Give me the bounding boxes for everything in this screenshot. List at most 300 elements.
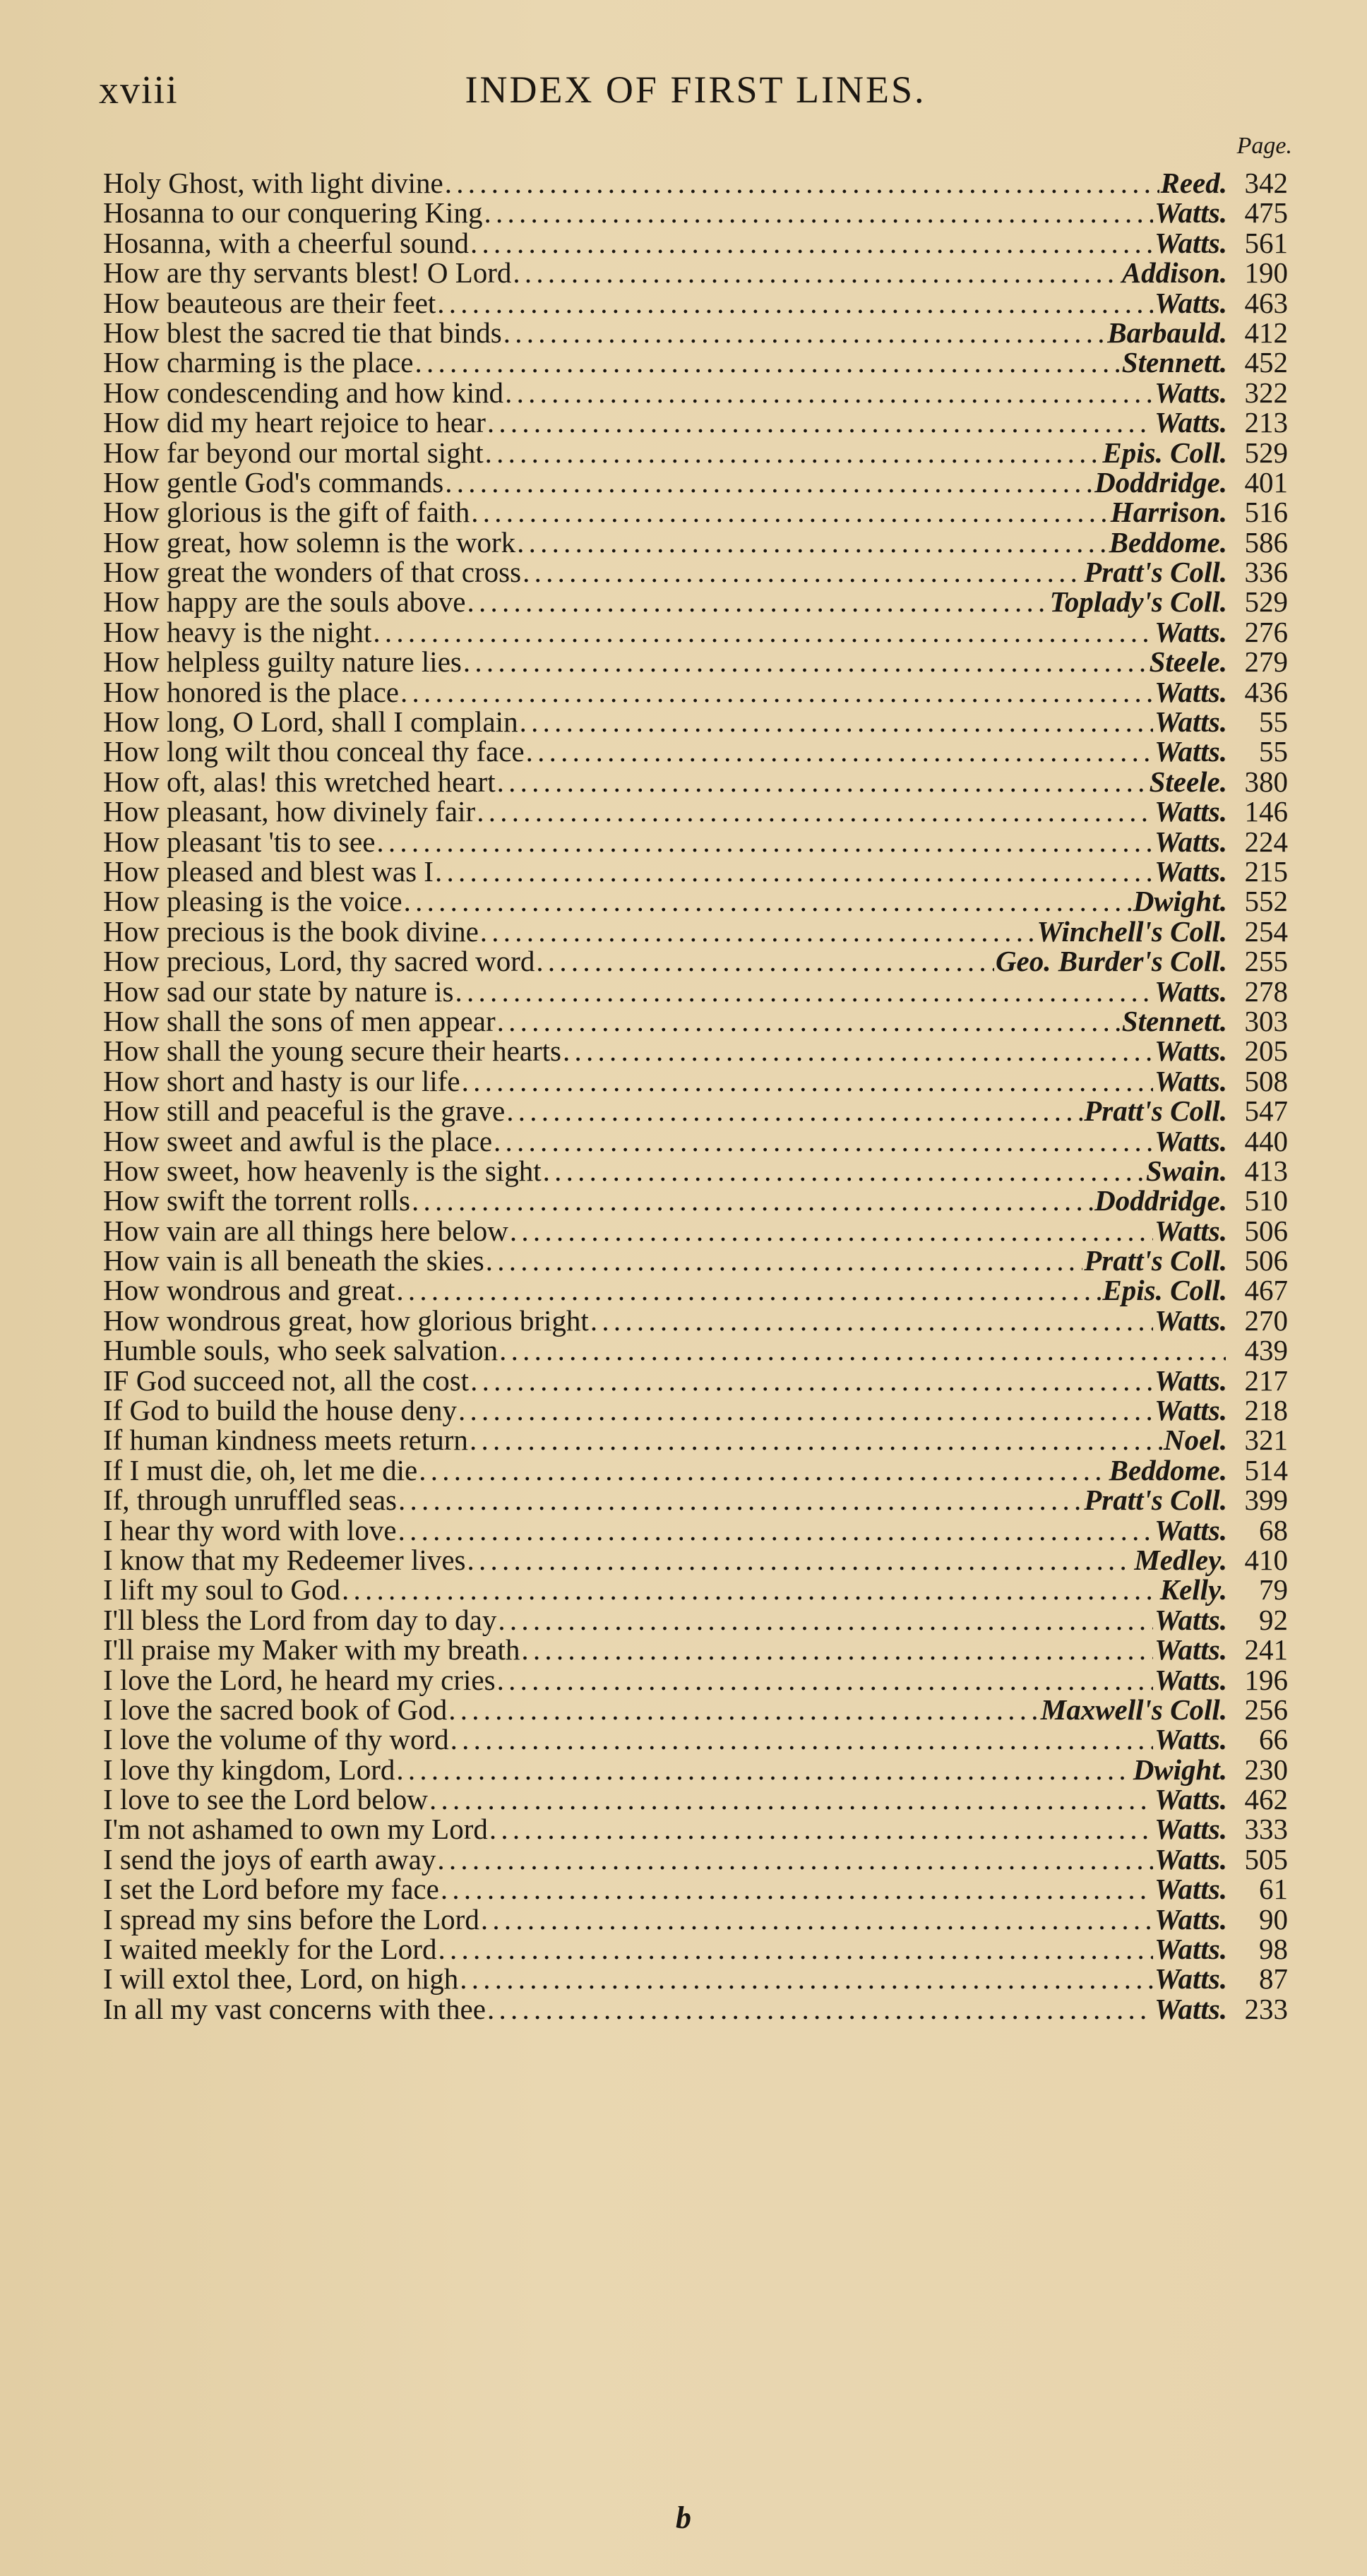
author-name: Watts. <box>1154 735 1227 768</box>
hymn-number: 276 <box>1244 615 1288 648</box>
dot-leader <box>441 1874 1153 1904</box>
author-name: Winchell's Coll. <box>1037 914 1227 948</box>
author-name: Beddome. <box>1109 525 1227 559</box>
hymn-number: 440 <box>1244 1124 1288 1157</box>
author-name: Watts. <box>1154 406 1227 439</box>
index-entry <box>103 767 1288 797</box>
index-entry <box>103 1844 1288 1874</box>
author-name: Doddridge. <box>1094 465 1227 499</box>
first-line-text: I'll praise my Maker with my breath <box>103 1633 520 1666</box>
first-line-text: I know that my Redeemer lives <box>103 1543 466 1576</box>
index-entry <box>103 854 1288 888</box>
index-entry <box>103 228 1288 258</box>
first-line-text: How are thy servants blest! O Lord <box>103 256 512 290</box>
author-name: Noel. <box>1164 1424 1227 1457</box>
hymn-number: 505 <box>1244 1842 1288 1876</box>
index-entry <box>103 737 1288 766</box>
first-line-text: How long wilt thou conceal thy face <box>103 735 525 768</box>
dot-leader <box>520 707 1154 737</box>
hymn-number: 241 <box>1244 1633 1288 1666</box>
first-line-text: How did my heart rejoice to hear <box>103 406 486 439</box>
dot-leader <box>448 1695 1039 1724</box>
author-name: Addison. <box>1121 256 1227 290</box>
first-line-text: How far beyond our mortal sight <box>103 436 484 469</box>
index-entry <box>103 1036 1288 1066</box>
index-entry <box>103 1515 1288 1545</box>
hymn-number: 254 <box>1244 914 1288 948</box>
index-entry <box>103 1545 1288 1575</box>
author-name: Steele. <box>1149 765 1227 798</box>
first-line-text: How vain is all beneath the skies <box>103 1244 484 1277</box>
dot-leader <box>463 647 1148 676</box>
first-line-text: I send the joys of earth away <box>103 1842 436 1876</box>
index-entry <box>103 1904 1288 1934</box>
author-name: Barbauld. <box>1107 316 1227 349</box>
hymn-number: 529 <box>1244 585 1288 619</box>
first-line-text: How sweet and awful is the place <box>103 1124 493 1157</box>
author-name: Pratt's Coll. <box>1084 556 1227 589</box>
dot-leader <box>526 737 1153 766</box>
author-name: Toplady's Coll. <box>1049 585 1227 619</box>
hymn-number: 55 <box>1259 735 1288 768</box>
dot-leader <box>470 1425 1162 1455</box>
index-entry <box>103 1724 1288 1754</box>
hymn-number: 213 <box>1244 406 1288 439</box>
index-entry <box>103 1874 1288 1904</box>
index-entry <box>103 677 1288 707</box>
first-line-text: How swift the torrent rolls <box>103 1184 410 1217</box>
first-line-text: Hosanna to our conquering King <box>103 196 483 229</box>
hymn-number: 90 <box>1259 1902 1288 1936</box>
first-line-text: I'm not ashamed to own my Lord <box>103 1813 488 1846</box>
author-name: Epis. Coll. <box>1102 1274 1227 1307</box>
author-name: Epis. Coll. <box>1102 436 1227 469</box>
dot-leader <box>470 228 1153 258</box>
author-name: Watts. <box>1154 1723 1227 1756</box>
author-name: Watts. <box>1154 1633 1227 1666</box>
hymn-number: 146 <box>1244 795 1288 828</box>
index-entry <box>103 1186 1288 1215</box>
hymn-number: 463 <box>1244 286 1288 319</box>
first-line-text: Holy Ghost, with light divine <box>103 167 443 199</box>
dot-leader <box>521 1635 1153 1664</box>
first-line-text: If, through unruffled seas <box>103 1484 397 1517</box>
hymn-number: 256 <box>1244 1693 1288 1726</box>
author-name: Watts. <box>1154 1214 1227 1247</box>
index-entry <box>103 886 1288 916</box>
index-entry <box>103 1275 1288 1305</box>
hymn-number: 303 <box>1244 1004 1288 1037</box>
hymn-number: 529 <box>1244 436 1288 469</box>
dot-leader <box>470 1366 1153 1395</box>
first-line-text: I set the Lord before my face <box>103 1873 439 1906</box>
dot-leader <box>419 1455 1107 1485</box>
page-number: xviii <box>99 68 179 112</box>
hymn-number: 196 <box>1244 1663 1288 1696</box>
dot-leader <box>506 1096 1082 1126</box>
first-line-text: How sad our state by nature is <box>103 974 454 1008</box>
first-line-text: How precious, Lord, thy sacred word <box>103 945 535 978</box>
hymn-number: 321 <box>1244 1424 1288 1457</box>
dot-leader <box>523 557 1082 587</box>
first-line-text: How vain are all things here below <box>103 1214 508 1247</box>
hymn-number: 270 <box>1244 1304 1288 1337</box>
index-entry <box>103 1395 1288 1425</box>
first-line-text: How long, O Lord, shall I complain <box>103 705 518 739</box>
author-name: Watts. <box>1154 1394 1227 1427</box>
first-line-text: If I must die, oh, let me die <box>103 1453 418 1486</box>
page-column-label: Page. <box>1236 133 1292 159</box>
author-name: Geo. Burder's Coll. <box>995 945 1227 978</box>
index-entry <box>103 827 1288 857</box>
hymn-number: 412 <box>1244 316 1288 349</box>
dot-leader <box>563 1036 1153 1066</box>
author-name: Pratt's Coll. <box>1084 1244 1227 1277</box>
first-line-text: I love the sacred book of God <box>103 1693 448 1726</box>
first-line-text: How pleasing is the voice <box>103 885 402 918</box>
author-name: Watts. <box>1154 1064 1227 1097</box>
index-entry <box>103 198 1288 227</box>
index-entry <box>103 527 1288 557</box>
index-entry <box>103 1784 1288 1814</box>
first-line-text: How still and peaceful is the grave <box>103 1095 506 1128</box>
index-entry <box>103 1695 1288 1724</box>
index-entry <box>103 1156 1288 1186</box>
hymn-number: 547 <box>1244 1095 1288 1128</box>
author-name: Stennett. <box>1121 1004 1227 1037</box>
dot-leader <box>484 198 1153 227</box>
first-line-text: I love thy kingdom, Lord <box>103 1753 395 1786</box>
hymn-number: 233 <box>1244 1992 1288 2025</box>
author-name: Harrison. <box>1110 496 1227 529</box>
dot-leader <box>445 168 1159 198</box>
hymn-number: 98 <box>1259 1933 1288 1966</box>
author-name: Dwight. <box>1133 1753 1227 1786</box>
dot-leader <box>497 1665 1154 1695</box>
index-entry <box>103 256 1288 290</box>
hymn-number: 87 <box>1259 1962 1288 1996</box>
first-line-text: I lift my soul to God <box>103 1573 340 1606</box>
author-name: Watts. <box>1154 1873 1227 1906</box>
dot-leader <box>455 977 1153 1006</box>
hymn-number: 452 <box>1244 346 1288 379</box>
hymn-number: 336 <box>1244 556 1288 589</box>
author-name: Watts. <box>1154 675 1227 708</box>
signature-mark: b <box>676 2500 691 2535</box>
dot-leader <box>412 1186 1093 1215</box>
index-entries <box>103 168 1288 2024</box>
index-entry <box>103 617 1288 647</box>
author-name: Watts. <box>1154 795 1227 828</box>
dot-leader <box>543 1156 1145 1186</box>
index-entry <box>103 407 1288 437</box>
hymn-number: 255 <box>1244 945 1288 978</box>
index-entry <box>103 1425 1288 1455</box>
dot-leader <box>373 617 1153 647</box>
author-name: Watts. <box>1154 1513 1227 1546</box>
hymn-number: 79 <box>1259 1573 1288 1606</box>
index-entry <box>103 378 1288 407</box>
first-line-text: How charming is the place <box>103 346 414 379</box>
index-entry <box>103 1366 1288 1395</box>
first-line-text: How pleased and blest was I <box>103 854 434 888</box>
dot-leader <box>445 467 1093 497</box>
index-entry <box>103 438 1288 467</box>
first-line-text: How pleasant, how divinely fair <box>103 795 476 828</box>
author-name: Watts. <box>1154 226 1227 259</box>
dot-leader <box>429 1784 1153 1814</box>
first-line-text: IF God succeed not, all the cost <box>103 1364 470 1397</box>
index-entry <box>103 946 1288 976</box>
author-name: Watts. <box>1154 196 1227 229</box>
index-entry <box>103 557 1288 587</box>
index-entry <box>103 467 1288 497</box>
dot-leader <box>414 347 1120 377</box>
first-line-text: Hosanna, with a cheerful sound <box>103 226 470 259</box>
dot-leader <box>494 1126 1153 1156</box>
author-name: Watts. <box>1154 1783 1227 1816</box>
index-entry <box>103 1126 1288 1156</box>
author-name: Watts. <box>1154 1813 1227 1846</box>
index-entry <box>103 1216 1288 1246</box>
page-header <box>99 68 1292 159</box>
hymn-number: 205 <box>1244 1034 1288 1068</box>
hymn-number: 514 <box>1244 1453 1288 1486</box>
first-line-text: How shall the young secure their hearts <box>103 1034 561 1068</box>
dot-leader <box>398 1515 1154 1545</box>
dot-leader <box>471 497 1109 527</box>
author-name: Watts. <box>1154 1962 1227 1996</box>
first-line-text: In all my vast concerns with thee <box>103 1992 486 2025</box>
hymn-number: 230 <box>1244 1753 1288 1786</box>
author-name: Watts. <box>1154 376 1227 409</box>
hymn-number: 61 <box>1259 1873 1288 1906</box>
hymn-number: 342 <box>1244 167 1288 199</box>
first-line-text: I love the volume of thy word <box>103 1723 449 1756</box>
hymn-number: 333 <box>1244 1813 1288 1846</box>
author-name: Doddridge. <box>1094 1184 1227 1217</box>
author-name: Watts. <box>1154 1603 1227 1636</box>
index-entry <box>103 1934 1288 1964</box>
first-line-text: How sweet, how heavenly is the sight <box>103 1154 542 1187</box>
index-entry <box>103 914 1288 948</box>
author-name: Steele. <box>1149 645 1227 679</box>
dot-leader <box>437 288 1153 318</box>
first-line-text: How shall the sons of men appear <box>103 1004 496 1037</box>
author-name: Reed. <box>1160 167 1227 199</box>
dot-leader <box>536 946 994 976</box>
dot-leader <box>503 318 1106 347</box>
hymn-number: 399 <box>1244 1484 1288 1517</box>
first-line-text: How wondrous and great <box>103 1274 395 1307</box>
dot-leader <box>497 767 1148 797</box>
running-title: INDEX OF FIRST LINES. <box>465 68 926 111</box>
index-entry <box>103 1246 1288 1275</box>
hymn-number: 55 <box>1259 705 1288 739</box>
first-line-text: How gentle God's commands <box>103 465 444 499</box>
index-entry <box>103 1755 1288 1784</box>
author-name: Watts. <box>1154 1304 1227 1337</box>
hymn-number: 510 <box>1244 1184 1288 1217</box>
first-line-text: If God to build the house deny <box>103 1394 458 1427</box>
index-entry <box>103 318 1288 347</box>
author-name: Watts. <box>1154 1933 1227 1966</box>
author-name: Maxwell's Coll. <box>1040 1693 1227 1726</box>
hymn-number: 467 <box>1244 1274 1288 1307</box>
dot-leader <box>404 886 1132 916</box>
hymn-number: 380 <box>1244 765 1288 798</box>
index-entry <box>103 1994 1288 2024</box>
hymn-number: 561 <box>1244 226 1288 259</box>
first-line-text: How honored is the place <box>103 675 399 708</box>
author-name: Watts. <box>1154 1364 1227 1397</box>
first-line-text: How heavy is the night <box>103 615 372 648</box>
dot-leader <box>497 1006 1121 1036</box>
dot-leader <box>396 1755 1131 1784</box>
index-entry <box>103 1605 1288 1635</box>
index-entry <box>103 1575 1288 1604</box>
author-name: Watts. <box>1154 974 1227 1008</box>
hymn-number: 586 <box>1244 525 1288 559</box>
first-line-text: How helpless guilty nature lies <box>103 645 462 679</box>
index-entry <box>103 797 1288 826</box>
dot-leader <box>590 1306 1153 1335</box>
first-line-text: I spread my sins before the Lord <box>103 1902 479 1936</box>
index-entry <box>103 1635 1288 1664</box>
first-line-text: I hear thy word with love <box>103 1513 397 1546</box>
dot-leader <box>487 407 1153 437</box>
author-name: Watts. <box>1154 1902 1227 1936</box>
author-name: Swain. <box>1145 1154 1227 1187</box>
index-entry <box>103 347 1288 377</box>
first-line-text: How beauteous are their feet <box>103 286 436 319</box>
hymn-number: 410 <box>1244 1543 1288 1576</box>
dot-leader <box>513 258 1120 287</box>
first-line-text: How blest the sacred tie that binds <box>103 316 502 349</box>
hymn-number: 218 <box>1244 1394 1288 1427</box>
index-entry <box>103 974 1288 1008</box>
hymn-number: 92 <box>1259 1603 1288 1636</box>
hymn-number: 508 <box>1244 1064 1288 1097</box>
author-name: Watts. <box>1154 286 1227 319</box>
dot-leader <box>498 1605 1153 1635</box>
dot-leader <box>376 827 1153 857</box>
dot-leader <box>438 1934 1153 1964</box>
first-line-text: I'll bless the Lord from day to day <box>103 1603 497 1636</box>
index-entry <box>103 1006 1288 1036</box>
dot-leader <box>342 1575 1159 1604</box>
author-name: Kelly. <box>1159 1573 1227 1606</box>
index-entry <box>103 1066 1288 1096</box>
first-line-text: How oft, alas! this wretched heart <box>103 765 496 798</box>
first-line-text: How wondrous great, how glorious bright <box>103 1304 589 1337</box>
hymn-number: 217 <box>1244 1364 1288 1397</box>
dot-leader <box>462 1066 1154 1096</box>
author-name: Watts. <box>1154 1663 1227 1696</box>
first-line-text: How great the wonders of that cross <box>103 556 522 589</box>
hymn-number: 66 <box>1259 1723 1288 1756</box>
index-entry <box>103 1665 1288 1695</box>
index-entry <box>103 288 1288 318</box>
dot-leader <box>477 797 1153 826</box>
index-entry <box>103 1455 1288 1485</box>
first-line-text: How glorious is the gift of faith <box>103 496 470 529</box>
first-line-text: Humble souls, who seek salvation <box>103 1334 499 1367</box>
index-entry <box>103 1962 1288 1996</box>
author-name: Watts. <box>1154 1992 1227 2025</box>
author-name: Pratt's Coll. <box>1084 1484 1227 1517</box>
first-line-text: How great, how solemn is the work <box>103 525 516 559</box>
hymn-number: 462 <box>1244 1783 1288 1816</box>
author-name: Beddome. <box>1109 1453 1227 1486</box>
author-name: Watts. <box>1154 854 1227 888</box>
hymn-number: 322 <box>1244 376 1288 409</box>
author-name: Watts. <box>1154 1842 1227 1876</box>
dot-leader <box>398 1485 1082 1515</box>
dot-leader <box>517 527 1107 557</box>
first-line-text: How condescending and how kind <box>103 376 504 409</box>
hymn-number: 516 <box>1244 496 1288 529</box>
index-entry <box>103 645 1288 679</box>
index-entry <box>103 1814 1288 1844</box>
dot-leader <box>460 1964 1153 1993</box>
first-line-text: I waited meekly for the Lord <box>103 1933 437 1966</box>
hymn-number: 413 <box>1244 1154 1288 1187</box>
dot-leader <box>485 438 1102 467</box>
index-entry <box>103 1306 1288 1335</box>
first-line-text: How short and hasty is our life <box>103 1064 460 1097</box>
first-line-text: I love to see the Lord below <box>103 1783 428 1816</box>
index-entry <box>103 497 1288 527</box>
first-line-text: I love the Lord, he heard my cries <box>103 1663 496 1696</box>
dot-leader <box>510 1216 1153 1246</box>
hymn-number: 190 <box>1244 256 1288 290</box>
dot-leader <box>458 1395 1153 1425</box>
dot-leader <box>505 378 1153 407</box>
author-name: Watts. <box>1154 1124 1227 1157</box>
dot-leader <box>450 1724 1153 1754</box>
hymn-number: 439 <box>1244 1334 1288 1367</box>
author-name: Stennett. <box>1121 346 1227 379</box>
dot-leader <box>437 1844 1153 1874</box>
first-line-text: How pleasant 'tis to see <box>103 825 376 858</box>
hymn-number: 475 <box>1244 196 1288 229</box>
index-entry <box>103 707 1288 737</box>
index-entry <box>103 168 1288 198</box>
index-entry <box>103 1485 1288 1515</box>
dot-leader <box>499 1335 1226 1365</box>
hymn-number: 68 <box>1259 1513 1288 1546</box>
first-line-text: How precious is the book divine <box>103 914 479 948</box>
hymn-number: 278 <box>1244 974 1288 1008</box>
hymn-number: 224 <box>1244 825 1288 858</box>
index-entry <box>103 1096 1288 1126</box>
hymn-number: 436 <box>1244 675 1288 708</box>
index-entry <box>103 585 1288 619</box>
dot-leader <box>489 1814 1153 1844</box>
dot-leader <box>467 1545 1133 1575</box>
hymn-number: 506 <box>1244 1244 1288 1277</box>
dot-leader <box>481 1904 1153 1934</box>
author-name: Watts. <box>1154 825 1227 858</box>
dot-leader <box>396 1275 1101 1305</box>
hymn-number: 506 <box>1244 1214 1288 1247</box>
index-entry <box>103 1335 1288 1365</box>
dot-leader <box>480 917 1036 946</box>
author-name: Watts. <box>1154 1034 1227 1068</box>
dot-leader <box>487 1994 1153 2024</box>
first-line-text: How happy are the souls above <box>103 585 466 619</box>
